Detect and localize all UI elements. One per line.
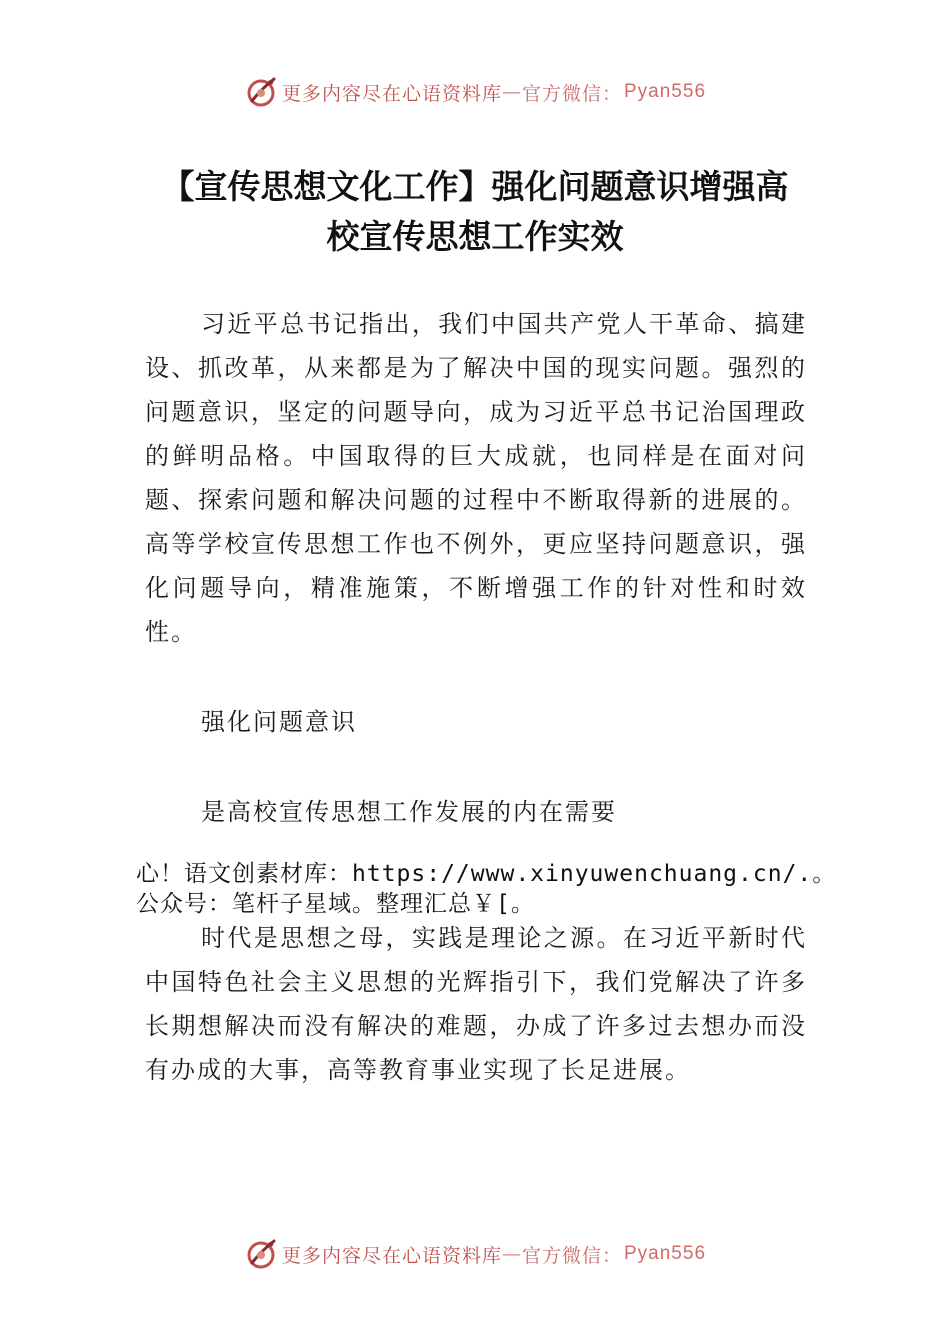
footer-wechat-label: 官方微信：	[521, 1244, 622, 1267]
document-title	[100, 162, 850, 262]
title-line-1: 【宣传思想文化工作】强化问题意识增强高	[161, 167, 789, 206]
footer-wechat-id: Pyan556	[624, 1243, 707, 1264]
brand-logo-icon	[244, 1237, 278, 1271]
paragraph-1: 习近平总书记指出，我们中国共产党人干革命、搞建设、抓改革，从来都是为了解决中国的现实问题。强烈的问题意识，坚定的问题导向，成为习近平总书记治国理政的鲜明品格。中国取得的巨大成就，也同样是在面对问题、探索问题和解决问题的过程中不断取得新的进展的。高等学校宣传思想工作也不例外，更应坚持问题意识，强化问题导向，精准施策，不断增强工作的针对性和时效性。	[145, 310, 807, 646]
source-note-line-1: 心！语文创素材库：https://www.xinyuwenchuang.cn/.。	[136, 861, 837, 887]
header-separator: —	[501, 81, 522, 103]
section-heading-1: 强化问题意识	[201, 708, 357, 736]
footer-separator: —	[501, 1243, 522, 1265]
footer-brand-text: 更多内容尽在心语资料库	[281, 1244, 502, 1267]
header-wechat-id: Pyan556	[624, 81, 707, 102]
brand-logo-icon	[244, 75, 278, 109]
source-note-line-2: 公众号：笔杆子星域。整理汇总￥[。	[136, 891, 535, 917]
title-line-2: 校宣传思想工作实效	[326, 217, 624, 256]
header-banner	[0, 72, 950, 112]
header-wechat-label: 官方微信：	[521, 82, 622, 105]
header-brand-text: 更多内容尽在心语资料库	[281, 82, 502, 105]
footer-banner	[0, 1234, 950, 1274]
section-heading-2: 是高校宣传思想工作发展的内在需要	[201, 798, 617, 826]
paragraph-2: 时代是思想之母，实践是理论之源。在习近平新时代中国特色社会主义思想的光辉指引下，我们党解决了许多长期想解决而没有解决的难题，办成了许多过去想办而没有办成的大事，高等教育事业实现了长足进展。	[145, 924, 807, 1084]
